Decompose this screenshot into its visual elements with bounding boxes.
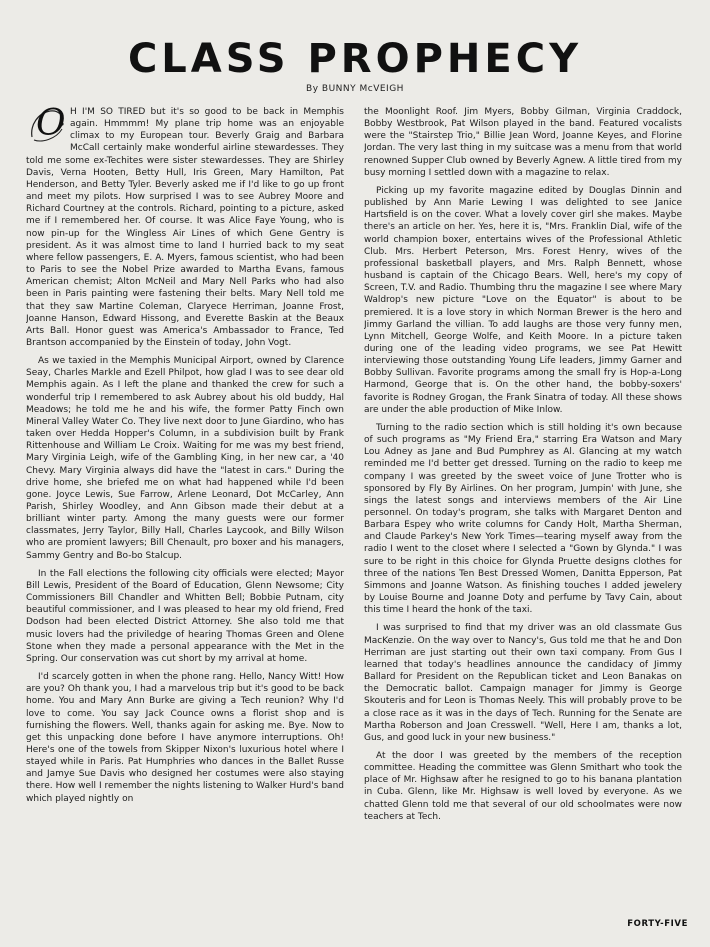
article-column-right [364,106,682,914]
author-byline: By BUNNY McVEIGH [306,84,404,94]
paragraph: Turning to the radio section which is still holding it's own because of such programs as "My Friend Era," starring Era Watson and Mary Lou Adney as Jane and Bud Pumphrey as Al. Glancing at my watch reminded me I'd better get dressed. Turning on the radio to keep me company I was greeted by the sweet voice of June Trotter who is sponsored by Fly By Airlines. On her program, Jumpin' with June, she sings the latest songs and interviews members of the Air Line personnel. On today's program, she talks with Margaret Denton and Barbara Espey who write columns for Candy Holt, Martha Sherman, and Claude Parkey's New York Times—tearing myself away from the radio I went to the closet where I selected a "Gown by Glynda." I was sure to be right in this choice for Glynda Pruette designs clothes for three of the nations Ten Best Dressed Women, Danitta Epperson, Pat Simmons and Joanne Watson. As finishing touches I added jewelery by Louise Bourne and Joanne Doty and perfume by Tavy Cain, about this time I heard the honk of the taxi. [364,422,682,616]
dropcap-letter: O [36,106,66,144]
paragraph: In the Fall elections the following city officials were elected; Mayor Bill Lewis, President of the Board of Education, Glenn Newsome; City Commissioners Bill Chandler and Whitten Bell; Bobbie Putnam, city beautiful commissioner, and I was pleased to hear my old friend, Fred Dodson had been elected District Attorney. She also told me that music lovers had the priviledge of hearing Thomas Green and Olene Stone when they made a personal appearance with the Met in the Spring. Our conservation was cut short by my arrival at home. [26,568,344,664]
paragraph: At the door I was greeted by the members of the reception committee. Heading the committee was Glenn Smithart who took the place of Mr. Highsaw after he resigned to go to his banana plantation in Cuba. Glenn, like Mr. Highsaw is well loved by everyone. As we chatted Glenn told me that several of our old schoolmates were now teachers at Tech. [364,750,682,822]
paragraph-text: H I'M SO TIRED but it's so good to be back in Memphis again. Hmmmm! My plane trip home was an enjoyable climax to my European tour. Beverly Graig and Barbara McCall certainly make wonderful airline stewardesses. They told me some ex-Techites were sister stewardesses. They are Shirley Davis, Verna Hooten, Betty Hull, Iris Green, Mary Hamilton, Pat Henderson, and Betty Tyler. Beverly asked me if I'd like to go up front and meet my pilots. How surprised I was to see Aubrey Moore and Richard Courtney at the controls. Richard, pointing to a picture, asked me if I remembered her. Of course. It was Alice Faye Young, who is now pin-up for the Wingless Air Lines of which Gene Gentry is president. As it was almost time to land I hurried back to my seat where fellow passengers, E. A. Myers, famous scientist, who had been to Paris to see the Nobel Prize awarded to Martha Evans, famous American chemist; Alton McNeil and Mary Nell Parks who had also been in Paris painting were fastening their belts. Mary Nell told me that they saw Martine Coleman, Claryece Herriman, Joanne Frost, Joanne Hanson, Edward Hissong, and Everette Baskin at the Beaux Arts Ball. Honor guest was America's Ambassador to France, Ted Brantson accompanied by the Einstein of today, John Vogt. [26,107,344,348]
paragraph [26,106,344,349]
paragraph: I was surprised to find that my driver was an old classmate Gus MacKenzie. On the way over to Nancy's, Gus told me that he and Don Herriman are just starting out their own taxi company. From Gus I learned that today's headlines announce the candidacy of Jimmy Ballard for President on the Republican ticket and Leon Banakas on the Democratic ballot. Campaign manager for Jimmy is George Skouteris and for Leon is Thomas Neely. This will probably prove to be a close race as it was in the days of Tech. Running for the Senate are Martha Roberson and Joan Cresswell. "Well, Here I am, thanks a lot, Gus, and good luck in your new business." [364,623,682,743]
paragraph: the Moonlight Roof. Jim Myers, Bobby Gilman, Virginia Craddock, Bobby Westbrook, Pat Wilson played in the band. Featured vocalists were the "Stairstep Trio," Billie Jean Word, Joanne Keyes, and Florine Jordan. The very last thing in my suitcase was a menu from that world renowned Supper Club owned by Beverly Agnew. A little tired from my busy morning I settled down with a magazine to relax. [364,107,682,178]
paragraph: As we taxied in the Memphis Municipal Airport, owned by Clarence Seay, Charles Markle and Ezell Philpot, how glad I was to see dear old Memphis again. As I left the plane and thanked the crew for such a wonderful trip I remembered to ask Aubrey about his old buddy, Hal Meadows; he told me he and his wife, the former Patty Finch own Mineral Valley Water Co. They live next door to June Giardino, who has taken over Hedda Hopper's Column, in a subdivision built by Frank Rittenhouse and William Le Croix. Waiting for me was my best friend, Mary Virginia Leigh, wife of the Gambling King, in her new car, a '40 Chevy. Mary Virginia always did have the "latest in cars." During the drive home, she briefed me on what had happened while I'd been gone. Joyce Lewis, Sue Farrow, Arlene Leonard, Dot McCarley, Ann Parish, Shirley Woodley, and Ann Gibson made their debut at a brilliant winter party. Among the many guests were our former classmates, Jerry Taylor, Billy Hall, Charles Laycook, and Billy Wilson who are promient lawyers; Bill Chenault, pro boxer and his managers, Sammy Gentry and Bo-bo Stalcup. [26,356,344,561]
page-title: CLASS PROPHECY [127,36,583,82]
article-column-left [26,106,344,914]
paragraph: Picking up my favorite magazine edited by Douglas Dinnin and published by Ann Marie Lewing I was delighted to see Janice Hartsfield is on the cover. What a lovely cover girl she makes. Maybe there's an article on her. Yes, here it is, "Mrs. Franklin Dial, wife of the world champion boxer, entertains wives of the Professional Athletic Club. Mrs. Herbert Peterson, Mrs. Forest Henry, wives of the professional basketball players, and Mrs. Ralph Bennett, whose husband is captain of the Chicago Bears. Well, here's my copy of Screen, T.V. and Radio. Thumbing thru the magazine I see where Mary Waldrop's new picture "Love on the Equator" is about to be premiered. It is a love story in which Norman Brewer is the hero and Jimmy Garland the villian. To add laughs are those very funny men, Lynn Mitchell, George Wolfe, and Keith Moore. In a picture taken during one of the leading video programs, we see Pat Hewitt interviewing those outstanding Young Life leaders, Jimmy Garner and Bobby Sullivan. Favorite programs among the small fry is Hop-a-Long Harmond, George that is. On the other hand, the bobby-soxers' favorite is Rodney Grogan, the Frank Sinatra of today. All these shows are under the able production of Mike Inlow. [364,185,682,415]
ornamental-dropcap [28,107,66,143]
page-number: FORTY-FIVE [627,919,688,929]
paragraph: I'd scarcely gotten in when the phone rang. Hello, Nancy Witt! How are you? Oh thank you, I had a marvelous trip but it's good to be back home. You and Mary Ann Burke are giving a Tech reunion? Why I'd love to come. You say Jack Counce owns a florist shop and is furnishing the flowers. Well, thanks again for asking me. Bye. Now to get this unpacking done before I have anymore interruptions. Oh! Here's one of the towels from Skipper Nixon's luxurious hotel where I stayed while in Paris. Pat Humphries who dances in the Ballet Russe and Jamye Sue Davis who designed her costumes were also staying there. How well I remember the nights listening to Walker Hurd's band which played nightly on [26,672,344,804]
